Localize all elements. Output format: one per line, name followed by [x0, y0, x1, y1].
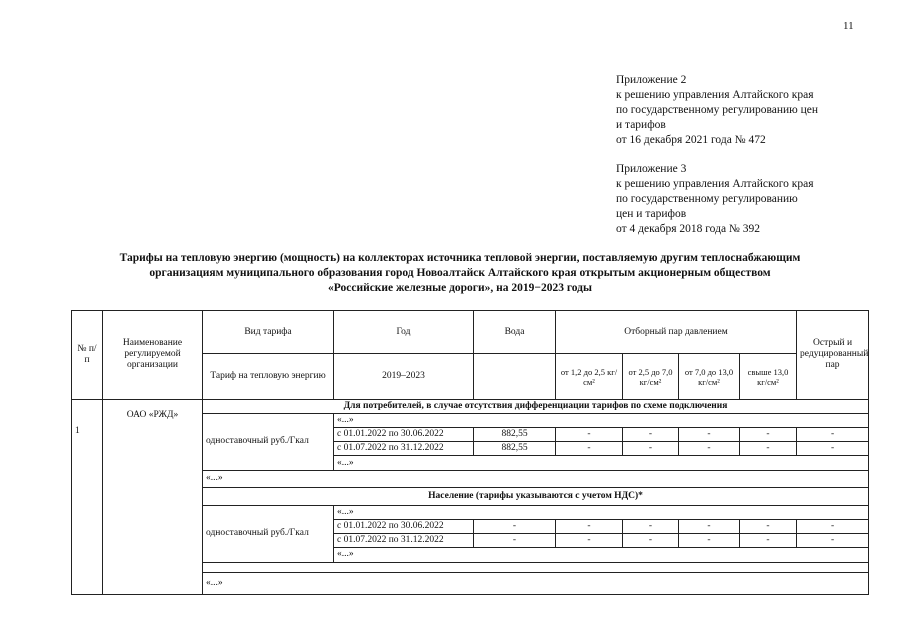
ellipsis: «...»	[203, 572, 869, 594]
header-sharp-steam: Острый и редуцированный пар	[797, 311, 869, 400]
page-number: 11	[843, 20, 854, 32]
sharp-steam-cell: -	[797, 428, 869, 442]
steam-cell: -	[679, 442, 740, 456]
appendix-line: цен и тарифов	[616, 208, 687, 220]
ellipsis: «...»	[334, 548, 869, 562]
header-tariff-type: Вид тарифа	[203, 311, 334, 354]
steam-cell: -	[556, 520, 623, 534]
water-cell: 882,55	[474, 442, 556, 456]
header-steam-col: от 7,0 до 13,0 кг/см²	[679, 354, 740, 399]
header-water: Вода	[474, 311, 556, 354]
appendix-line: Приложение 2	[616, 74, 687, 86]
water-cell: 882,55	[474, 428, 556, 442]
appendix-2-note	[616, 73, 818, 148]
appendix-line: по государственному регулированию цен	[616, 104, 819, 116]
title-line: организациям муниципального образования город Новоалтайск Алтайского края открытым акционерным обществом	[149, 267, 771, 279]
appendix-line: от 4 декабря 2018 года № 392	[616, 223, 761, 235]
header-organization: Наименование регулируемой организации	[103, 311, 203, 400]
steam-cell: -	[679, 534, 740, 548]
appendix-line: Приложение 3	[616, 163, 687, 175]
document-title	[60, 251, 860, 296]
header-years-range: 2019–2023	[334, 354, 474, 399]
ellipsis: «...»	[334, 456, 869, 470]
steam-cell: -	[623, 442, 679, 456]
appendix-3-note	[616, 162, 814, 237]
organization-name: ОАО «РЖД»	[103, 399, 203, 594]
header-steam-col: свыше 13,0 кг/см²	[740, 354, 797, 399]
steam-cell: -	[623, 428, 679, 442]
steam-cell: -	[679, 428, 740, 442]
sharp-steam-cell: -	[797, 442, 869, 456]
ellipsis: «...»	[334, 505, 869, 519]
header-tariff-desc: Тариф на тепловую энергию	[203, 354, 334, 399]
section-title: Население (тарифы указываются с учетом НДС)*	[203, 487, 869, 505]
appendix-line: и тарифов	[616, 119, 666, 131]
sharp-steam-cell: -	[797, 520, 869, 534]
header-steam-col: от 1,2 до 2,5 кг/см²	[556, 354, 623, 399]
period-cell: с 01.07.2022 по 31.12.2022	[334, 442, 474, 456]
steam-cell: -	[679, 520, 740, 534]
appendix-line: по государственному регулированию	[616, 193, 798, 205]
appendix-line: к решению управления Алтайского края	[616, 178, 814, 190]
ellipsis: «...»	[334, 414, 869, 428]
header-num: № п/п	[72, 311, 103, 400]
period-cell: с 01.07.2022 по 31.12.2022	[334, 534, 474, 548]
period-cell: с 01.01.2022 по 30.06.2022	[334, 428, 474, 442]
steam-cell: -	[556, 534, 623, 548]
section-title: Для потребителей, в случае отсутствия дифференциации тарифов по схеме подключения	[203, 399, 869, 413]
appendix-line: к решению управления Алтайского края	[616, 89, 814, 101]
tariff-label: одноставочный руб./Гкал	[203, 505, 334, 562]
appendix-line: от 16 декабря 2021 года № 472	[616, 134, 766, 146]
sharp-steam-cell: -	[797, 534, 869, 548]
title-line: «Российские железные дороги», на 2019−2023 годы	[328, 282, 592, 294]
steam-cell: -	[740, 520, 797, 534]
steam-cell: -	[623, 520, 679, 534]
row-number: 1	[72, 399, 103, 594]
header-year: Год	[334, 311, 474, 354]
water-cell: -	[474, 520, 556, 534]
header-water-empty	[474, 354, 556, 399]
header-steam: Отборный пар давлением	[556, 311, 797, 354]
steam-cell: -	[556, 428, 623, 442]
title-line: Тарифы на тепловую энергию (мощность) на коллекторах источника тепловой энергии, поставляемую другим теплоснабжающим	[119, 252, 801, 264]
steam-cell: -	[740, 428, 797, 442]
tariff-label: одноставочный руб./Гкал	[203, 414, 334, 471]
steam-cell: -	[556, 442, 623, 456]
steam-cell: -	[740, 534, 797, 548]
header-steam-col: от 2,5 до 7,0 кг/см²	[623, 354, 679, 399]
steam-cell: -	[740, 442, 797, 456]
water-cell: -	[474, 534, 556, 548]
steam-cell: -	[623, 534, 679, 548]
tariff-table	[71, 310, 869, 595]
ellipsis: «...»	[203, 470, 869, 487]
spacer-cell	[203, 562, 869, 572]
period-cell: с 01.01.2022 по 30.06.2022	[334, 520, 474, 534]
